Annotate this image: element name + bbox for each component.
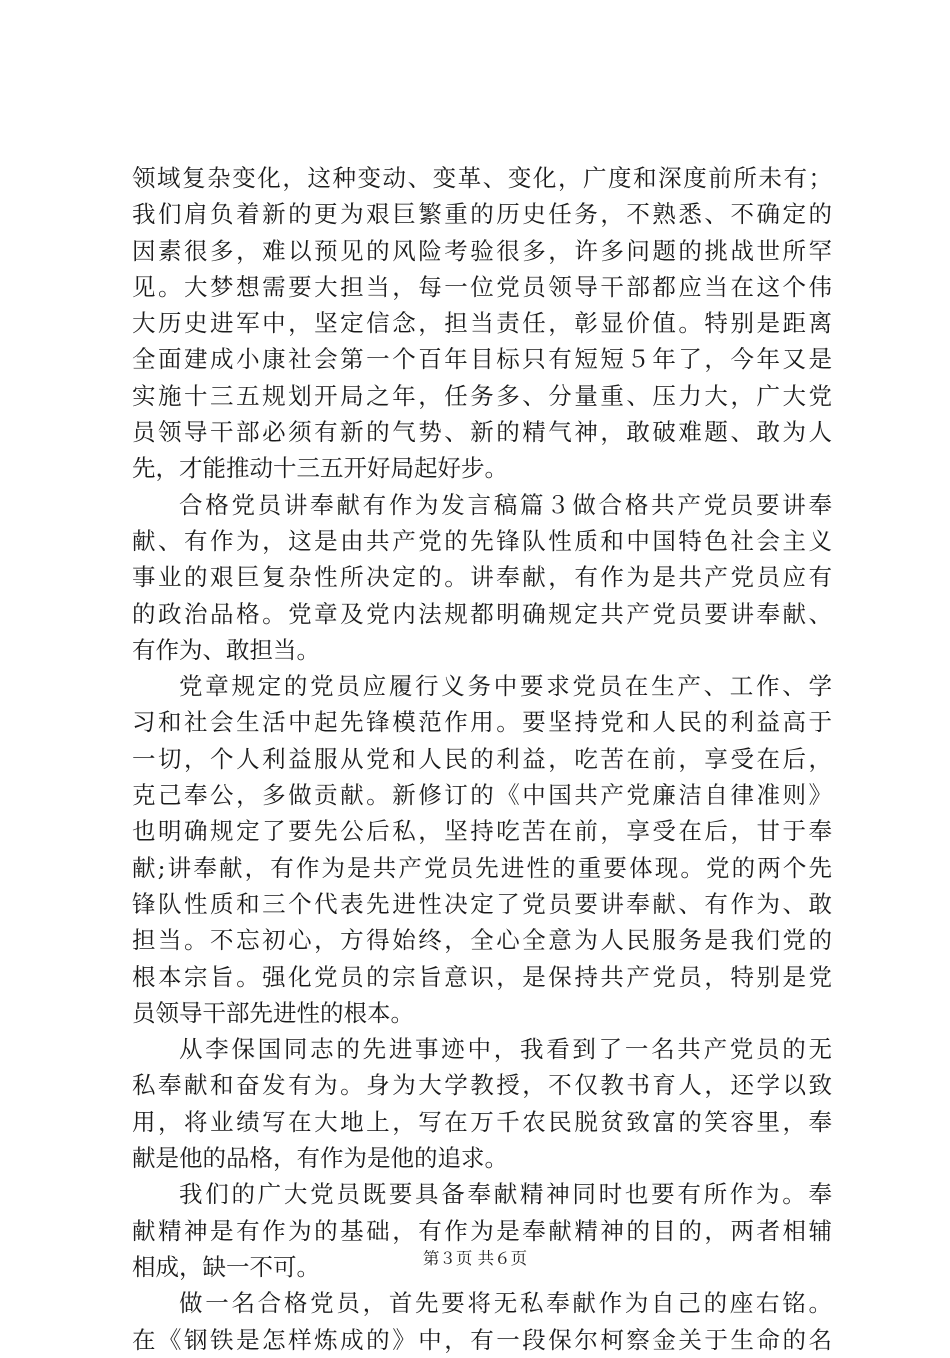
text-line: 全面建成小康社会第一个百年目标只有短短５年了，今年又是 (132, 345, 832, 374)
text-line: 相成，缺一不可。 (132, 1252, 320, 1281)
text-line: 克己奉公，多做贡献。新修订的《中国共产党廉洁自律准则》 (132, 781, 832, 810)
text-line: 也明确规定了要先公后私，坚持吃苦在前，享受在后，甘于奉 (132, 817, 832, 846)
text-line: 大历史进军中，坚定信念，担当责任，彰显价值。特别是距离 (132, 309, 832, 338)
text-line: 的政治品格。党章及党内法规都明确规定共产党员要讲奉献、 (132, 599, 832, 628)
text-line: 合格党员讲奉献有作为发言稿篇３做合格共产党员要讲奉 (179, 490, 832, 519)
text-line: 员领导干部必须有新的气势、新的精气神，敢破难题、敢为人 (132, 418, 832, 447)
text-line: 我们肩负着新的更为艰巨繁重的历史任务，不熟悉、不确定的 (132, 200, 832, 229)
text-line: 献;讲奉献，有作为是共产党员先进性的重要体现。党的两个先 (132, 853, 832, 882)
text-line: 做一名合格党员，首先要将无私奉献作为自己的座右铭。 (179, 1289, 832, 1318)
text-line: 献、有作为，这是由共产党的先锋队性质和中国特色社会主义 (132, 526, 832, 555)
text-line: 从李保国同志的先进事迹中，我看到了一名共产党员的无 (179, 1035, 832, 1064)
text-line: 根本宗旨。强化党员的宗旨意识，是保持共产党员，特别是党 (132, 962, 832, 991)
text-line: 习和社会生活中起先锋模范作用。要坚持党和人民的利益高于 (132, 708, 832, 737)
text-line: 锋队性质和三个代表先进性决定了党员要讲奉献、有作为、敢 (132, 889, 832, 918)
text-line: 领域复杂变化，这种变动、变革、变化，广度和深度前所未有； (132, 164, 832, 192)
document-body (132, 160, 832, 1358)
text-line: 一切，个人利益服从党和人民的利益，吃苦在前，享受在后， (132, 744, 832, 773)
text-line: 党章规定的党员应履行义务中要求党员在生产、工作、学 (179, 672, 832, 701)
text-line: 见。大梦想需要大担当，每一位党员领导干部都应当在这个伟 (132, 272, 832, 301)
text-line: 献精神是有作为的基础，有作为是奉献精神的目的，两者相辅 (132, 1216, 832, 1245)
text-line: 用，将业绩写在大地上，写在万千农民脱贫致富的笑容里，奉 (132, 1107, 832, 1136)
text-line: 实施十三五规划开局之年，任务多、分量重、压力大，广大党 (132, 381, 832, 410)
text-line: 有作为、敢担当。 (132, 635, 320, 664)
page-number-footer: 第３页 共６页 (422, 1249, 528, 1268)
text-line: 先，才能推动十三五开好局起好步。 (132, 454, 508, 483)
text-line: 我们的广大党员既要具备奉献精神同时也要有所作为。奉 (179, 1180, 832, 1209)
text-line: 私奉献和奋发有为。身为大学教授，不仅教书育人，还学以致 (132, 1071, 832, 1100)
text-line: 担当。不忘初心，方得始终，全心全意为人民服务是我们党的 (132, 926, 832, 955)
text-line: 事业的艰巨复杂性所决定的。讲奉献，有作为是共产党员应有 (132, 563, 832, 592)
text-line: 在《钢铁是怎样炼成的》中，有一段保尔柯察金关于生命的名 (132, 1325, 832, 1354)
text-line: 献是他的品格，有作为是他的追求。 (132, 1144, 508, 1173)
text-line: 因素很多，难以预见的风险考验很多，许多问题的挑战世所罕 (132, 236, 832, 265)
text-line: 员领导干部先进性的根本。 (132, 998, 414, 1027)
